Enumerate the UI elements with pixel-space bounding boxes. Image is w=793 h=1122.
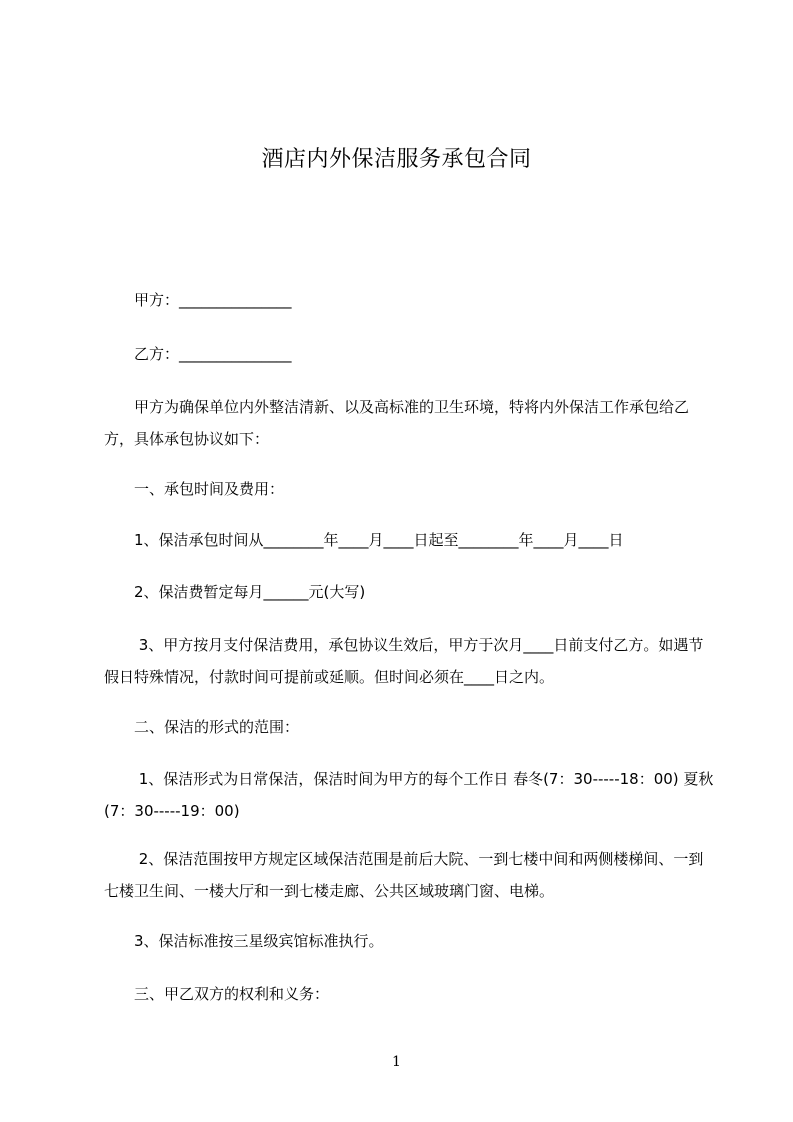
- section-1-heading: 一、承包时间及费用：: [104, 480, 285, 498]
- section-2-item-2: 2、保洁范围按甲方规定区域保洁范围是前后大院、一到七楼中间和两侧楼梯间、一到七楼卫生间、一楼大厅和一到七楼走廊、公共区域玻璃门窗、电梯。: [104, 850, 704, 900]
- section-2-item-1: 1、保洁形式为日常保洁，保洁时间为甲方的每个工作日 春冬(7：30-----18：00) 夏秋(7：30-----19：00): [104, 770, 714, 820]
- page-number: 1: [392, 1054, 401, 1070]
- section-1-item-1: 1、保洁承包时间从________年____月____日起至________年____月____日: [104, 531, 624, 549]
- party-a-line: 甲方：_______________: [104, 291, 292, 309]
- intro-paragraph: 甲方为确保单位内外整洁清新、以及高标准的卫生环境，特将内外保洁工作承包给乙方，具体承包协议如下：: [104, 398, 690, 448]
- section-2-heading: 二、保洁的形式的范围：: [104, 718, 300, 736]
- party-b-line: 乙方：_______________: [104, 345, 292, 363]
- document-title: 酒店内外保洁服务承包合同: [261, 147, 532, 172]
- section-2-item-3: 3、保洁标准按三星级宾馆标准执行。: [104, 932, 384, 950]
- section-1-item-3: 3、甲方按月支付保洁费用，承包协议生效后，甲方于次月____日前支付乙方。如遇节假日特殊情况，付款时间可提前或延顺。但时间必须在____日之内。: [104, 636, 704, 686]
- section-1-item-2: 2、保洁费暂定每月______元(大写): [104, 583, 366, 601]
- section-3-heading: 三、甲乙双方的权利和义务：: [104, 985, 330, 1003]
